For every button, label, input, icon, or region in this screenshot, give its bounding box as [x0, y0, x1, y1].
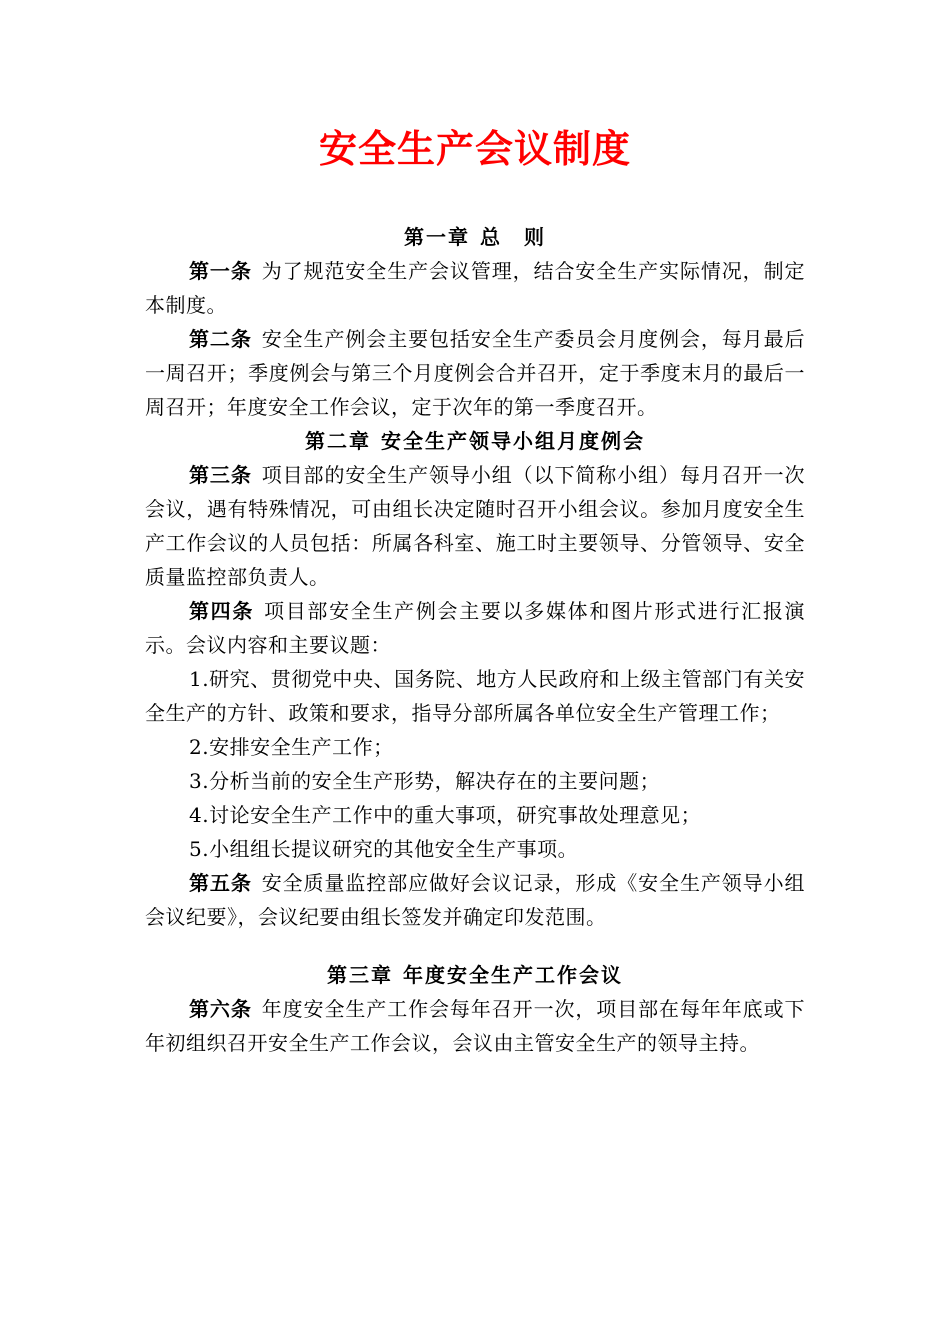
list-item: 2.安排安全生产工作； — [189, 735, 394, 759]
article-4-label: 第四条 — [189, 599, 255, 623]
article-4-text: 项目部安全生产例会主要以多媒体和图片形式进行汇报演示。会议内容和主要议题： — [145, 599, 806, 657]
list-item: 1.研究、贯彻党中央、国务院、地方人民政府和上级主管部门有关安全生产的方针、政策和要求，指导分部所属各单位安全生产管理工作； — [145, 667, 805, 725]
article-3-label: 第三条 — [189, 463, 252, 487]
document-title: 安全生产会议制度 — [318, 127, 631, 171]
article-4 — [145, 594, 805, 662]
chapter-2-number: 第二章 — [305, 429, 371, 453]
article-1-text: 为了规范安全生产会议管理，结合安全生产实际情况，制定本制度。 — [145, 259, 806, 317]
article-3-text: 项目部的安全生产领导小组（以下简称小组）每月召开一次会议，遇有特殊情况，可由组长决定随时召开小组会议。参加月度安全生产工作会议的人员包括：所属各科室、施工时主要领导、分管领导、安全质量监控部负责人。 — [145, 463, 806, 589]
article-5-text: 安全质量监控部应做好会议记录，形成《安全生产领导小组会议纪要》，会议纪要由组长签发并确定印发范围。 — [145, 871, 806, 929]
list-item: 5.小组组长提议研究的其他安全生产事项。 — [189, 837, 579, 861]
article-6-text: 年度安全生产工作会每年召开一次，项目部在每年年底或下年初组织召开安全生产工作会议，会议由主管安全生产的领导主持。 — [145, 997, 806, 1055]
chapter-1-heading — [145, 220, 805, 254]
list-item: 4.讨论安全生产工作中的重大事项，研究事故处理意见； — [189, 803, 702, 827]
chapter-2-heading — [145, 424, 805, 458]
chapter-1-number: 第一章 — [404, 225, 470, 249]
section-gap — [145, 934, 805, 958]
article-5-label: 第五条 — [189, 871, 252, 895]
list-item: 3.分析当前的安全生产形势，解决存在的主要问题； — [189, 769, 661, 793]
article-5 — [145, 866, 805, 934]
chapter-3-heading — [145, 958, 805, 992]
chapter-2-name: 安全生产领导小组月度例会 — [381, 429, 645, 453]
article-1-label: 第一条 — [189, 259, 252, 283]
article-6 — [145, 992, 805, 1060]
article-1 — [145, 254, 805, 322]
article-3 — [145, 458, 805, 594]
article-2-label: 第二条 — [189, 327, 252, 351]
article-2-text: 安全生产例会主要包括安全生产委员会月度例会，每月最后一周召开；季度例会与第三个月度例会合并召开，定于季度末月的最后一周召开；年度安全工作会议，定于次年的第一季度召开。 — [145, 327, 806, 419]
article-6-label: 第六条 — [189, 997, 252, 1021]
article-2 — [145, 322, 805, 424]
chapter-3-name: 年度安全生产工作会议 — [403, 963, 623, 987]
chapter-3-number: 第三章 — [327, 963, 393, 987]
document-body — [145, 220, 805, 1060]
chapter-1-name: 总 则 — [480, 225, 546, 249]
